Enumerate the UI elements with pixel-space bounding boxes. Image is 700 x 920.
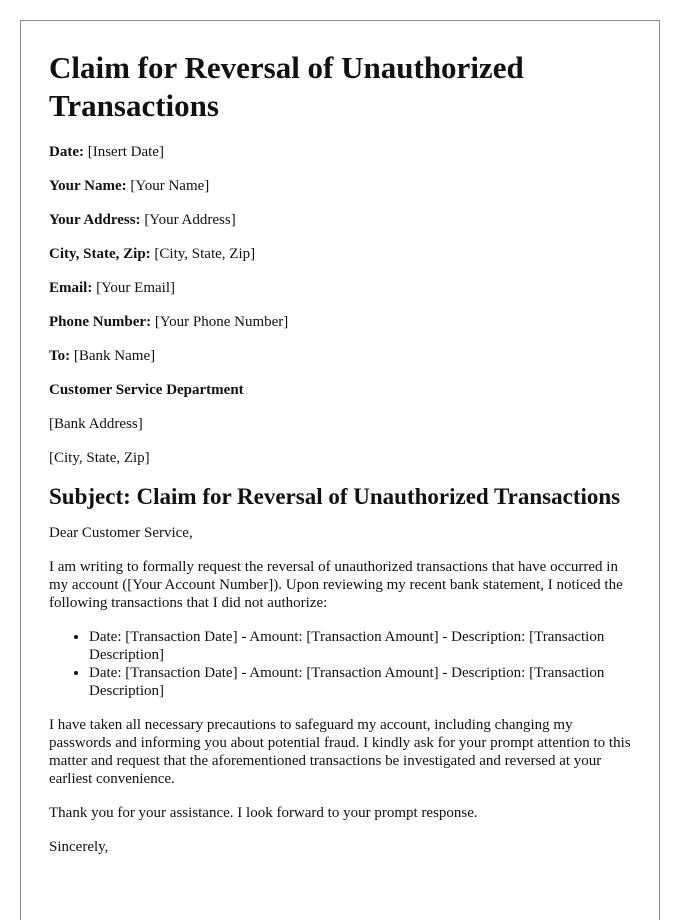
field-label: Your Name: [49,178,127,194]
field-value: [Your Phone Number] [154,314,289,330]
bank-city-state-zip: [City, State, Zip] [49,450,150,466]
list-item: • Date: [Transaction Date] - Amount: [Transaction Amount] - Description: [Transaction Description] [89,628,631,664]
field-address [49,211,631,229]
department-name: Customer Service Department [49,382,244,398]
letter-title: Claim for Reversal of Unauthorized Transactions [49,50,524,123]
bank-address: [Bank Address] [49,416,143,432]
field-value: [Insert Date] [87,144,164,160]
transaction-list [49,628,631,700]
thanks-paragraph: Thank you for your assistance. I look forward to your prompt response. [49,805,478,821]
field-to [49,347,631,365]
field-value: [Your Address] [144,212,236,228]
field-email [49,279,631,297]
field-city-state-zip [49,245,631,263]
department-line [49,381,631,399]
field-value: [Your Name] [130,178,210,194]
list-item: • Date: [Transaction Date] - Amount: [Transaction Amount] - Description: [Transaction Description] [89,664,631,700]
letter-page [20,20,660,920]
field-value: [Your Email] [96,280,175,296]
field-value: [Bank Name] [73,348,156,364]
field-label: To: [49,348,71,364]
closing: Sincerely, [49,839,109,855]
salutation: Dear Customer Service, [49,525,193,541]
field-date [49,143,631,161]
field-name [49,177,631,195]
field-label: Email: [49,280,93,296]
field-label: Date: [49,144,84,160]
field-value: [City, State, Zip] [154,246,256,262]
field-label: City, State, Zip: [49,246,151,262]
body-paragraph: I have taken all necessary precautions to safeguard my account, including changing my passwords and informing you about potential fraud. I kindly ask for your prompt attention to this matter and request that the aforementioned transactions be investigated and reversed at your earliest convenience. [49,717,631,787]
intro-paragraph: I am writing to formally request the reversal of unauthorized transactions that have occurred in my account ([Your Account Number]). Upon reviewing my recent bank statement, I noticed the following transactions that I did not authorize: [49,559,623,611]
letter-subject: Subject: Claim for Reversal of Unauthorized Transactions [49,484,621,509]
field-label: Phone Number: [49,314,152,330]
field-label: Your Address: [49,212,141,228]
field-phone [49,313,631,331]
